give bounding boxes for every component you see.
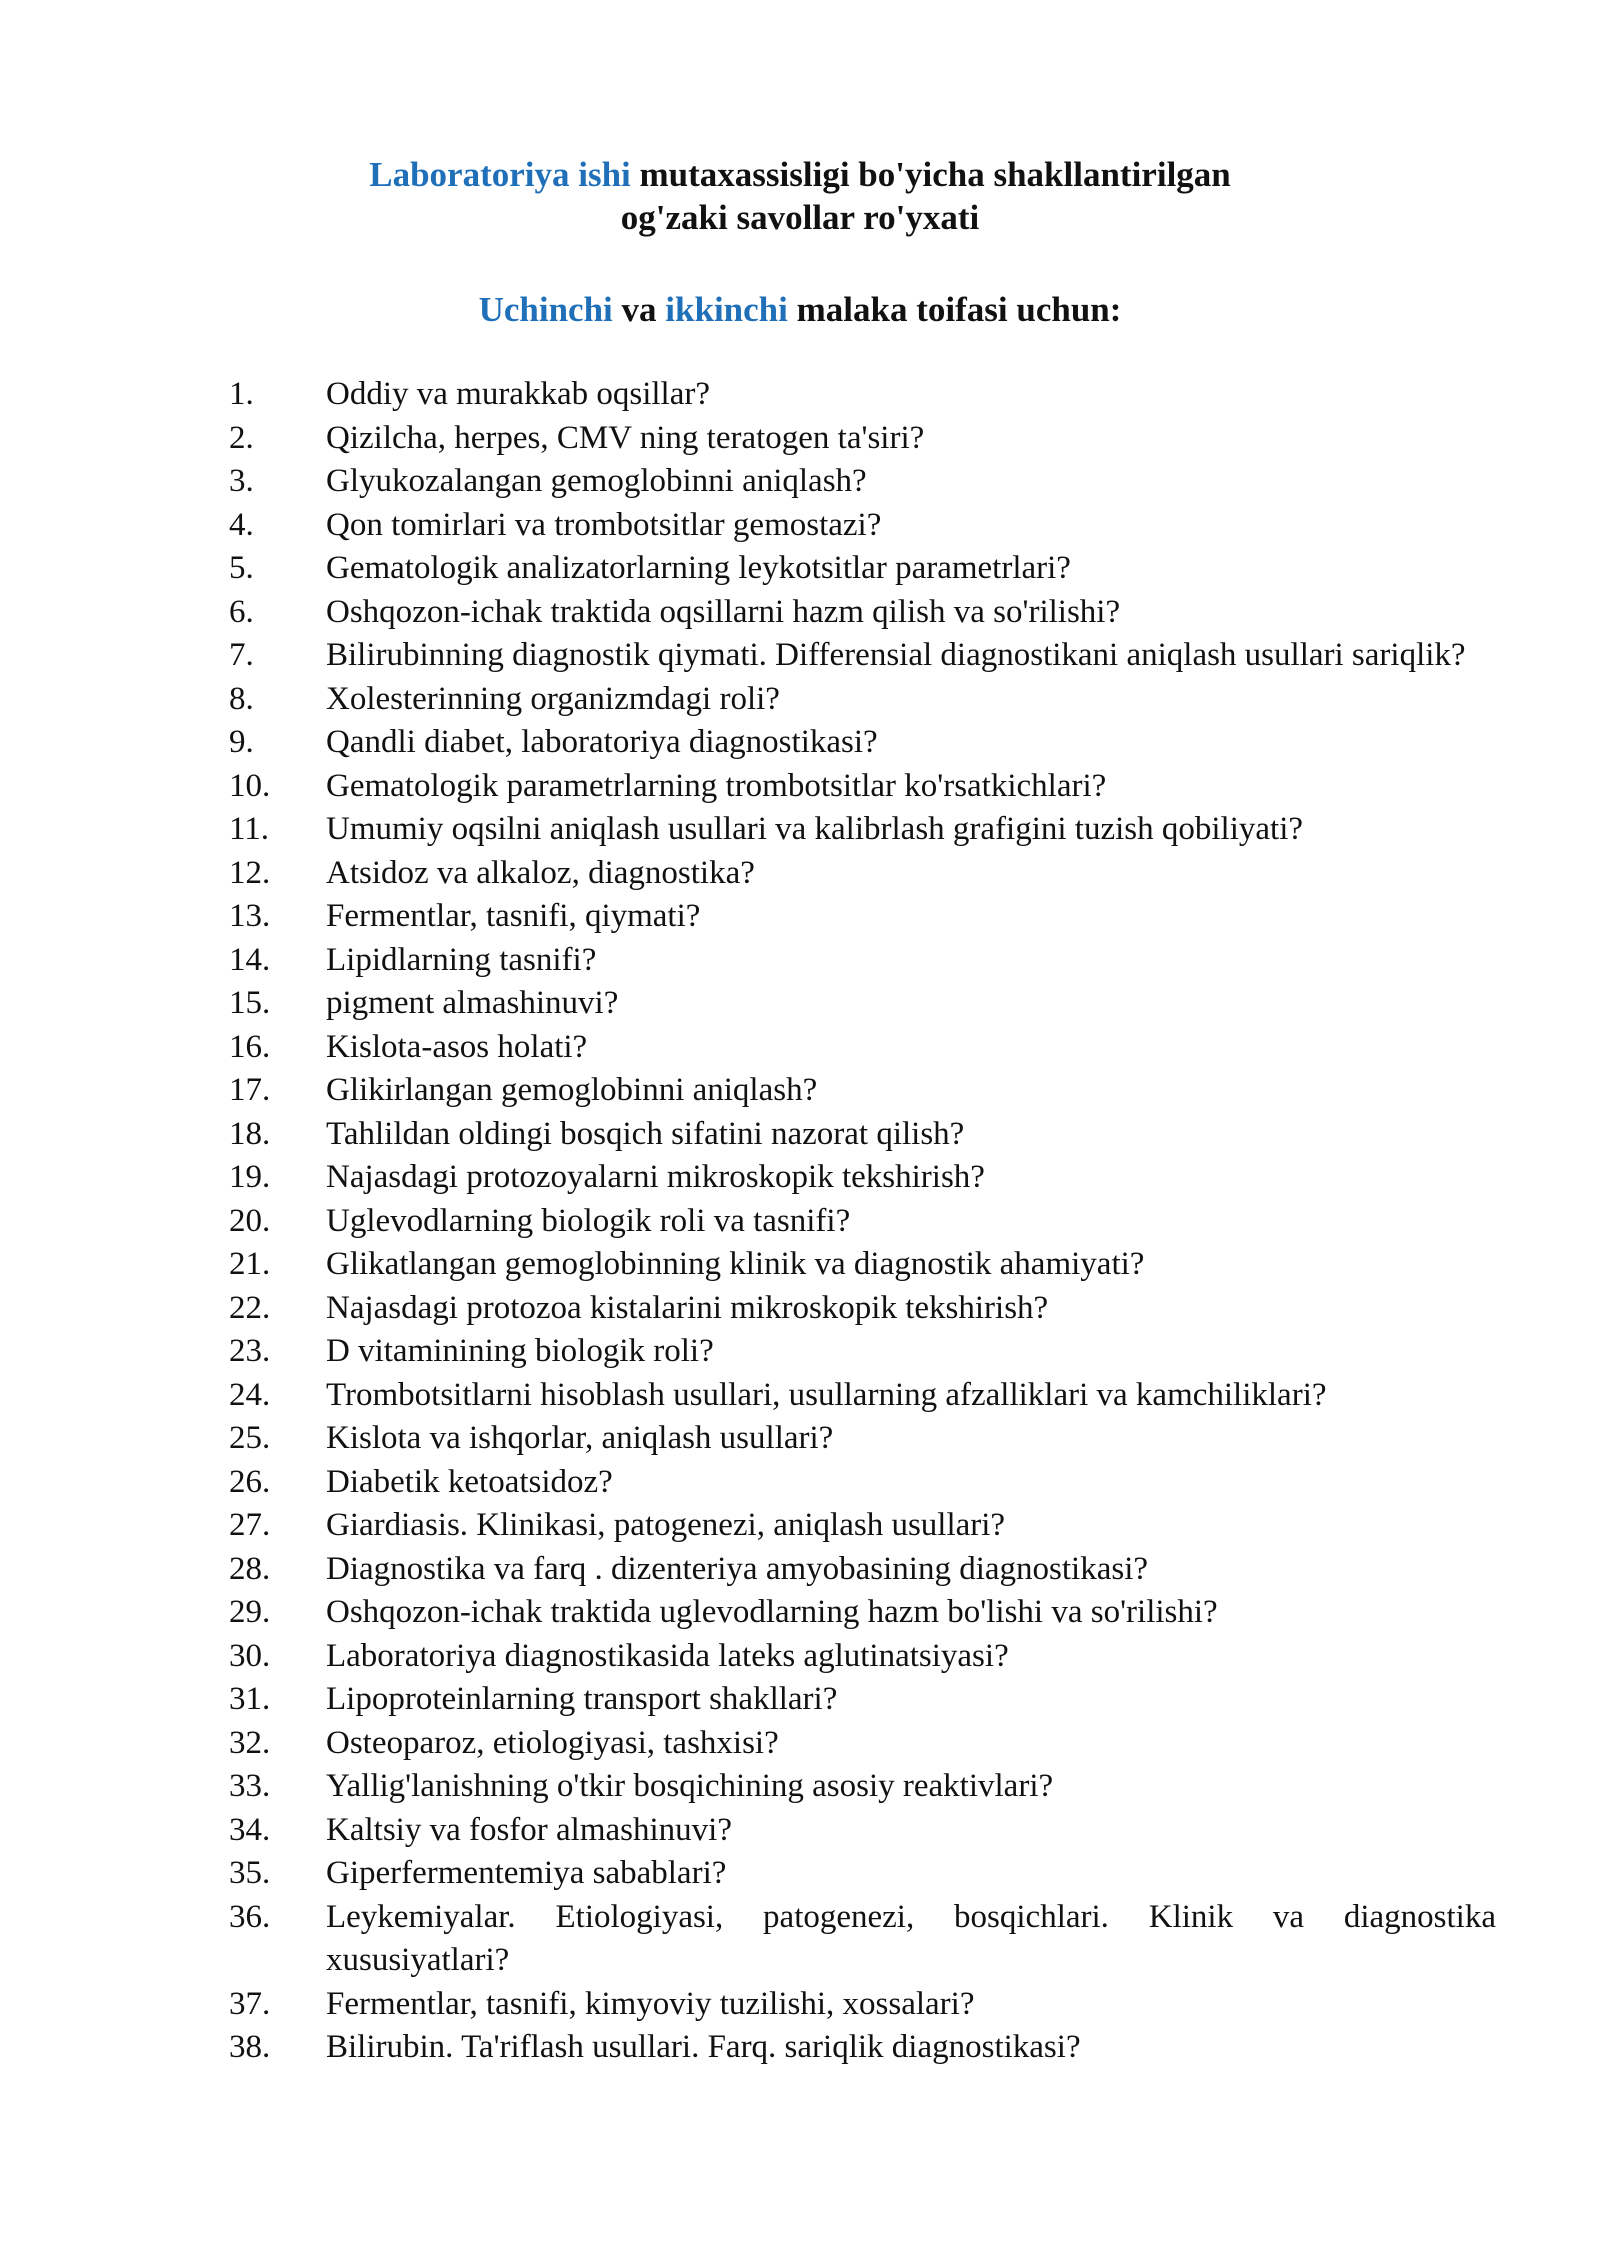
question-text: Kislota va ishqorlar, aniqlash usullari? <box>326 1420 834 1456</box>
question-number: 18. <box>229 1115 271 1152</box>
question-item <box>0 765 1600 809</box>
question-item <box>0 895 1600 939</box>
question-text: Qizilcha, herpes, CMV ning teratogen ta'siri? <box>326 419 925 456</box>
question-text: Laboratoriya diagnostikasida lateks aglutinatsiyasi? <box>326 1637 1009 1674</box>
question-text: Bilirubinning diagnostik qiymati. Differensial diagnostikani aniqlash usullari sariqlik? <box>326 637 1466 673</box>
question-text: pigment almashinuvi? <box>326 985 619 1021</box>
question-text: Diagnostika va farq . dizenteriya amyobasining diagnostikasi? <box>326 1550 1149 1587</box>
question-item <box>0 1548 1600 1592</box>
question-item <box>0 460 1600 504</box>
question-text: Giperfermentemiya sabablari? <box>326 1855 727 1891</box>
question-item <box>0 417 1600 461</box>
question-text: Osteoparoz, etiologiyasi, tashxisi? <box>326 1724 779 1761</box>
question-item <box>0 1287 1600 1331</box>
question-text: Oshqozon-ichak traktida oqsillarni hazm qilish va so'rilishi? <box>326 593 1121 630</box>
question-number: 12. <box>229 854 271 891</box>
subtitle-conjunction: va <box>612 290 666 329</box>
question-text: Giardiasis. Klinikasi, patogenezi, aniqlash usullari? <box>326 1507 1006 1543</box>
question-number: 36. <box>229 1898 271 1935</box>
question-item <box>0 982 1600 1026</box>
question-text: Trombotsitlarni hisoblash usullari, usullarning afzalliklari va kamchiliklari? <box>326 1376 1327 1413</box>
question-number: 34. <box>229 1811 271 1848</box>
question-text: Kaltsiy va fosfor almashinuvi? <box>326 1811 732 1848</box>
question-text: Oddiy va murakkab oqsillar? <box>326 376 710 412</box>
question-text: Umumiy oqsilni aniqlash usullari va kalibrlash grafigini tuzish qobiliyati? <box>326 811 1304 847</box>
question-text: D vitaminining biologik roli? <box>326 1333 714 1369</box>
question-text: Uglevodlarning biologik roli va tasnifi? <box>326 1202 851 1239</box>
question-number: 30. <box>229 1637 271 1674</box>
question-text: Najasdagi protozoyalarni mikroskopik tekshirish? <box>326 1159 985 1195</box>
question-number: 23. <box>229 1333 271 1369</box>
question-item <box>0 1200 1600 1244</box>
question-number: 6. <box>229 593 254 630</box>
question-number: 22. <box>229 1289 271 1326</box>
question-item <box>0 852 1600 896</box>
question-text: Qon tomirlari va trombotsitlar gemostazi? <box>326 506 882 543</box>
question-item <box>0 1591 1600 1635</box>
question-text: Kislota-asos holati? <box>326 1028 588 1065</box>
question-number: 37. <box>229 1985 271 2022</box>
question-item <box>0 1896 1600 1983</box>
question-text: Leykemiyalar. Etiologiyasi, patogenezi, bosqichlari. Klinik va diagnostika xususiyatlari? <box>326 1898 1496 1978</box>
question-item <box>0 2026 1600 2070</box>
question-number: 27. <box>229 1507 271 1543</box>
question-item <box>0 1156 1600 1200</box>
question-text: Bilirubin. Ta'riflash usullari. Farq. sariqlik diagnostikasi? <box>326 2029 1081 2065</box>
question-number: 1. <box>229 376 254 412</box>
question-item <box>0 939 1600 983</box>
question-number: 7. <box>229 637 254 673</box>
title-highlight-laboratoriya-ishi: Laboratoriya ishi <box>369 155 631 194</box>
question-item <box>0 721 1600 765</box>
question-item <box>0 1374 1600 1418</box>
question-item <box>0 1765 1600 1809</box>
question-number: 8. <box>229 680 254 717</box>
question-number: 14. <box>229 941 271 978</box>
question-text: Gematologik parametrlarning trombotsitlar ko'rsatkichlari? <box>326 767 1107 804</box>
question-number: 32. <box>229 1724 271 1761</box>
question-number: 4. <box>229 506 254 543</box>
question-text: Fermentlar, tasnifi, kimyoviy tuzilishi, xossalari? <box>326 1985 975 2022</box>
question-text: Atsidoz va alkaloz, diagnostika? <box>326 854 755 891</box>
question-text: Fermentlar, tasnifi, qiymati? <box>326 898 701 934</box>
question-number: 29. <box>229 1594 271 1630</box>
question-item <box>0 373 1600 417</box>
question-item <box>0 1983 1600 2027</box>
question-item <box>0 504 1600 548</box>
question-number: 28. <box>229 1550 271 1587</box>
question-text: Glikirlangan gemoglobinni aniqlash? <box>326 1072 818 1108</box>
question-item <box>0 678 1600 722</box>
question-number: 19. <box>229 1159 271 1195</box>
question-item <box>0 1243 1600 1287</box>
question-number: 17. <box>229 1072 271 1108</box>
question-number: 31. <box>229 1681 271 1717</box>
question-item <box>0 591 1600 635</box>
title-rest: mutaxassisligi bo'yicha shakllantirilgan <box>630 155 1231 194</box>
question-item <box>0 1417 1600 1461</box>
question-text: Lipidlarning tasnifi? <box>326 941 597 978</box>
question-item <box>0 1635 1600 1679</box>
question-text: Tahlildan oldingi bosqich sifatini nazorat qilish? <box>326 1115 965 1152</box>
question-item <box>0 1809 1600 1853</box>
question-number: 26. <box>229 1463 271 1500</box>
question-text: Oshqozon-ichak traktida uglevodlarning hazm bo'lishi va so'rilishi? <box>326 1594 1218 1630</box>
question-item <box>0 1852 1600 1896</box>
question-text: Diabetik ketoatsidoz? <box>326 1463 613 1500</box>
question-number: 11. <box>229 811 270 847</box>
question-number: 25. <box>229 1420 271 1456</box>
question-number: 24. <box>229 1376 271 1413</box>
document-title-line-2: og'zaki savollar ro'yxati <box>620 198 980 237</box>
subtitle-highlight-uchinchi: Uchinchi <box>478 290 613 329</box>
question-item <box>0 808 1600 852</box>
question-number: 5. <box>229 550 254 586</box>
question-item <box>0 1113 1600 1157</box>
question-item <box>0 1330 1600 1374</box>
question-text: Gematologik analizatorlarning leykotsitlar parametrlari? <box>326 550 1071 586</box>
question-number: 16. <box>229 1028 271 1065</box>
question-text: Lipoproteinlarning transport shakllari? <box>326 1681 838 1717</box>
question-text: Xolesterinning organizmdagi roli? <box>326 680 780 717</box>
question-item <box>0 1722 1600 1766</box>
question-text: Glikatlangan gemoglobinning klinik va diagnostik ahamiyati? <box>326 1246 1145 1282</box>
question-text: Glyukozalangan gemoglobinni aniqlash? <box>326 463 867 499</box>
subtitle-rest: malaka toifasi uchun: <box>787 290 1122 329</box>
question-number: 10. <box>229 767 271 804</box>
question-number: 35. <box>229 1855 271 1891</box>
question-number: 21. <box>229 1246 271 1282</box>
question-text: Yallig'lanishning o'tkir bosqichining asosiy reaktivlari? <box>326 1768 1054 1804</box>
question-item <box>0 1504 1600 1548</box>
question-number: 13. <box>229 898 271 934</box>
question-number: 3. <box>229 463 254 499</box>
question-item <box>0 1461 1600 1505</box>
question-number: 15. <box>229 985 271 1021</box>
subtitle-highlight-ikkinchi: ikkinchi <box>665 290 788 329</box>
question-item <box>0 634 1600 678</box>
question-number: 33. <box>229 1768 271 1804</box>
question-list <box>0 373 1600 2070</box>
question-item <box>0 1678 1600 1722</box>
document-title-line-1 <box>0 153 1600 197</box>
document-subtitle <box>0 288 1600 332</box>
question-item <box>0 547 1600 591</box>
question-number: 20. <box>229 1202 271 1239</box>
question-number: 2. <box>229 419 254 456</box>
question-number: 9. <box>229 724 254 760</box>
question-item <box>0 1069 1600 1113</box>
question-text: Najasdagi protozoa kistalarini mikroskopik tekshirish? <box>326 1289 1049 1326</box>
question-text: Qandli diabet, laboratoriya diagnostikasi? <box>326 724 878 760</box>
question-number: 38. <box>229 2029 271 2065</box>
question-item <box>0 1026 1600 1070</box>
